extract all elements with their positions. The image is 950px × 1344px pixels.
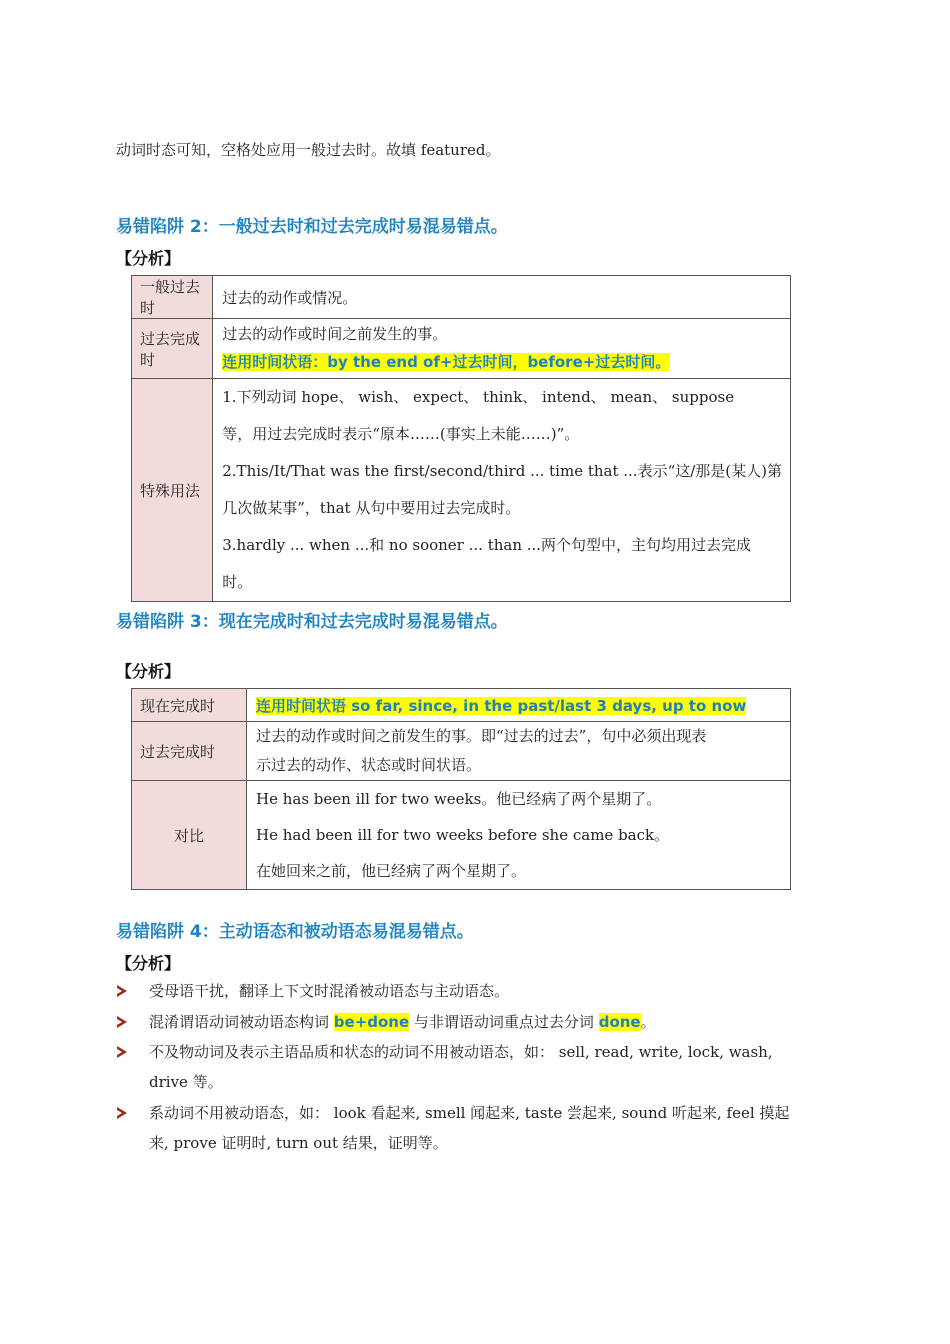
trap2-heading: 易错陷阱 2：一般过去时和过去完成时易混易错点。: [116, 217, 508, 237]
trap3-table: [131, 688, 791, 890]
row-text: 1.下列动词 hope、 wish、 expect、 think、 intend、 mean、 suppose: [222, 388, 735, 406]
row-header: 对比: [132, 781, 247, 890]
trap2-table: [131, 275, 791, 602]
row-text: He had been ill for two weeks before she came back。: [256, 826, 670, 844]
trap3-analysis-label: 【分析】: [116, 662, 181, 681]
trap4-analysis-label: 【分析】: [116, 954, 181, 973]
table-row: [132, 781, 791, 890]
bullet-text-pre: 混淆谓语动词被动语态构词: [149, 1013, 334, 1031]
row-text: 等，用过去完成时表示“原本……(事实上未能……)”。: [222, 425, 580, 443]
row-text: 时。: [222, 573, 253, 591]
table-row: [132, 722, 791, 781]
bullet-text: 受母语干扰，翻译上下文时混淆被动语态与主动语态。: [149, 982, 510, 1000]
highlight-text: 连用时间状语 so far, since, in the past/last 3 days, up to now: [256, 696, 747, 715]
arrow-bullet-icon: [117, 1046, 127, 1058]
highlight-text: done: [598, 1013, 641, 1031]
bullet-text: 来, prove 证明时, turn out 结果，证明等。: [149, 1134, 448, 1152]
row-text: 过去的动作或时间之前发生的事。即“过去的过去”，句中必须出现表: [256, 727, 707, 745]
row-header: 过去完成时: [132, 722, 247, 781]
row-text: 过去的动作或情况。: [222, 288, 358, 307]
bullet-text: 系动词不用被动语态，如： look 看起来, smell 闻起来, taste 尝起来, sound 听起来, feel 摸起: [149, 1104, 790, 1122]
bullet-text-mid: 与非谓语动词重点过去分词: [409, 1013, 599, 1031]
row-text: 3.hardly ... when ...和 no sooner ... than ...两个句型中，主句均用过去完成: [222, 536, 752, 554]
table-row: [132, 319, 791, 379]
row-header: 一般过去时: [132, 276, 213, 319]
row-header: 现在完成时: [132, 689, 247, 722]
list-item: [149, 976, 509, 1006]
row-text: 示过去的动作、状态或时间状语。: [256, 756, 482, 774]
bullet-text: 不及物动词及表示主语品质和状态的动词不用被动语态，如： sell, read, write, lock, wash,: [149, 1043, 773, 1061]
list-item: [149, 1037, 773, 1097]
table-row: [132, 379, 791, 602]
highlight-text: be+done: [333, 1013, 410, 1031]
bullet-text: drive 等。: [149, 1073, 223, 1091]
row-header: 过去完成时: [132, 319, 213, 379]
arrow-bullet-icon: [117, 985, 127, 997]
highlight-text: 连用时间状语：by the end of+过去时间，before+过去时间。: [222, 353, 671, 371]
table-row: [132, 689, 791, 722]
row-text: 2.This/It/That was the first/second/third ... time that ...表示“这/那是(某人)第: [222, 462, 782, 480]
list-item: [149, 1098, 789, 1158]
intro-line: 动词时态可知，空格处应用一般过去时。故填 featured。: [116, 141, 501, 159]
arrow-bullet-icon: [117, 1016, 127, 1028]
trap2-analysis-label: 【分析】: [116, 249, 181, 268]
table-row: [132, 276, 791, 319]
arrow-bullet-icon: [117, 1107, 127, 1119]
row-text: 几次做某事”，that 从句中要用过去完成时。: [222, 499, 521, 517]
row-text: 在她回来之前，他已经病了两个星期了。: [256, 862, 527, 880]
row-text: 过去的动作或时间之前发生的事。: [222, 325, 448, 343]
trap4-heading: 易错陷阱 4：主动语态和被动语态易混易错点。: [116, 922, 474, 942]
bullet-text-post: 。: [640, 1013, 656, 1031]
row-text: He has been ill for two weeks。他已经病了两个星期了。: [256, 790, 662, 808]
trap3-heading: 易错陷阱 3：现在完成时和过去完成时易混易错点。: [116, 612, 508, 632]
list-item: [149, 1007, 656, 1037]
row-header: 特殊用法: [132, 379, 213, 602]
